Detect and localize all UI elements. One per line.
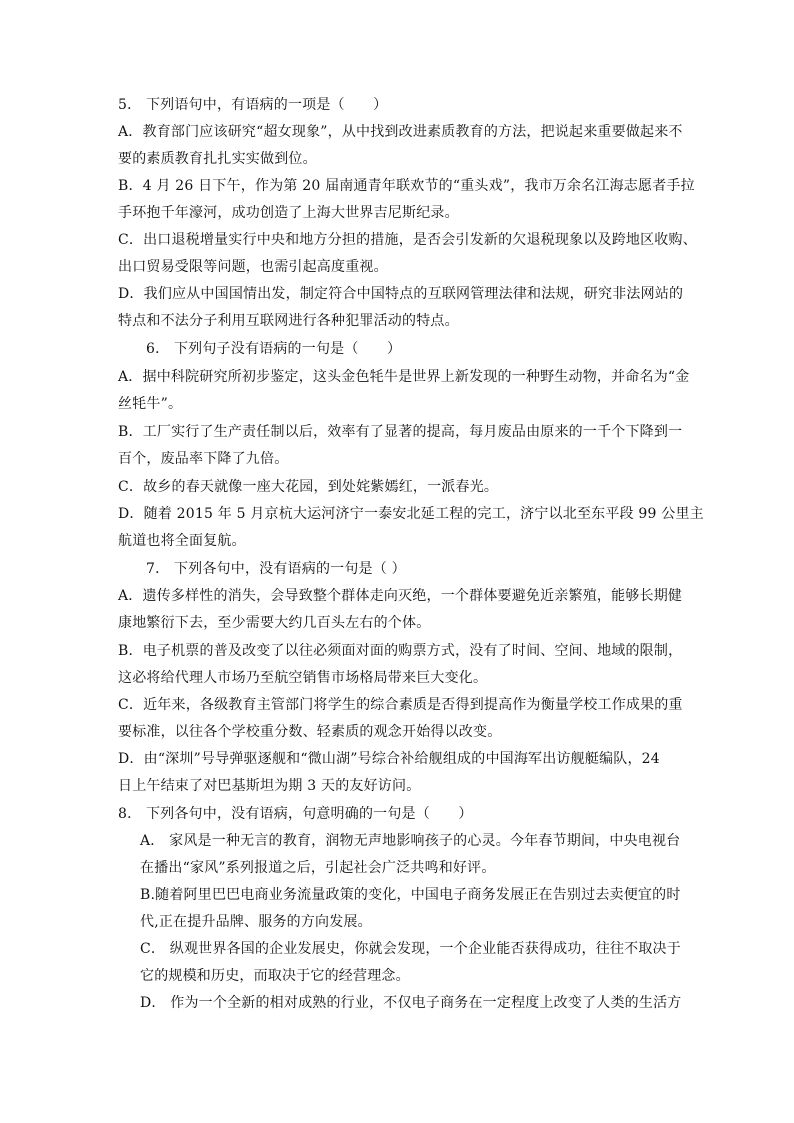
q5-option-c-line1: C．出口退税增量实行中央和地方分担的措施，是否会引发新的欠退税现象以及跨地区收购、 <box>118 232 697 248</box>
q6-option-a-line1: A．据中科院研究所初步鉴定，这头金色牦牛是世界上新发现的一种野生动物，并命名为“金 <box>118 369 690 385</box>
q5-option-d-line1: D．我们应从中国国情出发，制定符合中国特点的互联网管理法律和法规，研究非法网站的 <box>118 286 684 302</box>
q8-stem: 8． 下列各句中，没有语病，句意明确的一句是（ ） <box>118 806 473 822</box>
q7-stem: 7． 下列各句中，没有语病的一句是（ ） <box>146 561 406 577</box>
q6-option-a-line2: 丝牦牛”。 <box>118 396 183 412</box>
q8-option-b-line1: B.随着阿里巴巴电商业务流量政策的变化，中国电子商务发展正在告别过去卖便宜的时 <box>140 887 681 903</box>
q7-option-c-line1: C．近年来，各级教育主管部门将学生的综合素质是否得到提高作为衡量学校工作成果的重 <box>118 697 683 713</box>
q5-option-a-line2: 要的素质教育扎扎实实做到位。 <box>118 151 317 167</box>
q7-option-b-line2: 这必将给代理人市场乃至航空销售市场格局带来巨大变化。 <box>118 670 488 686</box>
q5-option-b-line2: 手环抱千年濠河，成功创造了上海大世界吉尼斯纪录。 <box>118 205 459 221</box>
q7-option-c-line2: 要标准，以往各个学校重分数、轻素质的观念开始得以改变。 <box>118 724 502 740</box>
q8-option-b-line2: 代,正在提升品牌、服务的方向发展。 <box>140 914 372 930</box>
q5-stem: 5． 下列语句中，有语病的一项是（ ） <box>118 97 388 113</box>
q8-option-c-line2: 它的规模和历史，而取决于它的经营理念。 <box>140 968 410 984</box>
q6-option-d-line2: 航道也将全面复航。 <box>118 533 246 549</box>
q8-option-a-line2: 在播出“家风”系列报道之后，引起社会广泛共鸣和好评。 <box>140 860 496 876</box>
q6-option-c-line1: C．故乡的春天就像一座大花园，到处姹紫嫣红，一派春光。 <box>118 479 499 495</box>
q8-option-d-line1: D． 作为一个全新的相对成熟的行业，不仅电子商务在一定程度上改变了人类的生活方 <box>140 995 682 1011</box>
q7-option-b-line1: B．电子机票的普及改变了以往必须面对面的购票方式，没有了时间、空间、地域的限制， <box>118 643 683 659</box>
q7-option-d-line2: 日上午结束了对巴基斯坦为期 3 天的友好访问。 <box>118 778 421 794</box>
q5-option-d-line2: 特点和不法分子利用互联网进行各种犯罪活动的特点。 <box>118 313 459 329</box>
q5-option-c-line2: 出口贸易受限等问题，也需引起高度重视。 <box>118 259 388 275</box>
q5-option-b-line1: B．4 月 26 日下午，作为第 20 届南通青年联欢节的“重头戏”，我市万余名江海志愿者手拉 <box>118 178 695 194</box>
q5-option-a-line1: A．教育部门应该研究“超女现象”，从中找到改进素质教育的方法，把说起来重要做起来不 <box>118 124 683 140</box>
q8-option-c-line1: C． 纵观世界各国的企业发展史，你就会发现，一个企业能否获得成功，往往不取决于 <box>140 941 681 957</box>
q6-option-d-line1: D．随着 2015 年 5 月京杭大运河济宁一泰安北延工程的完工，济宁以北至东平段 99 公里主 <box>118 506 704 522</box>
q7-option-a-line1: A．遗传多样性的消失，会导致整个群体走向灭绝，一个群体要避免近亲繁殖，能够长期健 <box>118 588 683 604</box>
q8-option-a-line1: A． 家风是一种无言的教育，润物无声地影响孩子的心灵。今年春节期间，中央电视台 <box>140 833 681 849</box>
q6-option-b-line1: B．工厂实行了生产责任制以后，效率有了显著的提高，每月废品由原来的一千个下降到一 <box>118 424 683 440</box>
q7-option-a-line2: 康地繁衍下去，至少需要大约几百头左右的个体。 <box>118 615 431 631</box>
q6-option-b-line2: 百个，废品率下降了九倍。 <box>118 451 289 467</box>
q6-stem: 6． 下列句子没有语病的一句是（ ） <box>146 341 402 357</box>
q7-option-d-line1: D．由“深圳”号导弹驱逐舰和“微山湖”号综合补给舰组成的中国海军出访舰艇编队，24 <box>118 751 660 767</box>
